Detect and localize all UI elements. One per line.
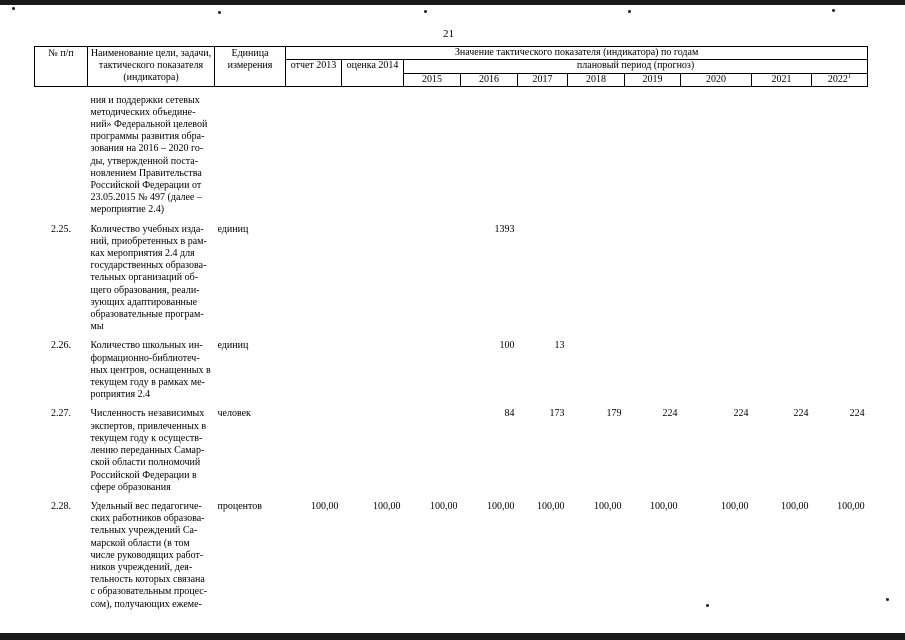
value-cell: 100 xyxy=(499,340,515,352)
value-cell: 100,00 xyxy=(594,500,622,512)
header-name: Наименование цели, задачи, тактического показателя (индикатора) xyxy=(88,47,215,87)
value-cell: 224 xyxy=(849,408,865,420)
value-cell xyxy=(286,224,342,341)
continuation-text: ния и поддержки сетевых методических объедине-ний» Федеральной целевой программы развития обра-зования на 2016 – 2020 го-ды, утвержденной поста-новлением Правительства Российской Федерации от 23.05.2015 № 497 (далее – мероприятие 2.4) xyxy=(90,94,208,216)
row-number: 2.28. xyxy=(51,500,71,512)
value-cell: 100,00 xyxy=(837,500,865,512)
value-cell: 100,00 xyxy=(537,500,565,512)
row-number: 2.27. xyxy=(51,408,71,420)
scan-speck xyxy=(886,598,889,601)
value-cell xyxy=(286,408,342,500)
scan-speck xyxy=(628,10,631,13)
header-year: 2017 xyxy=(518,73,568,86)
scan-speck xyxy=(424,10,427,13)
value-cell: 100,00 xyxy=(430,500,458,512)
value-cell xyxy=(568,224,625,341)
value-cell: 100,00 xyxy=(311,500,339,512)
scan-edge-top xyxy=(0,0,905,5)
header-unit: Единица измерения xyxy=(215,47,286,87)
table-header xyxy=(35,47,868,87)
header-estimate-2014: оценка 2014 xyxy=(342,60,404,87)
unit-cell: единиц xyxy=(217,223,249,235)
value-cell xyxy=(681,340,752,408)
value-cell: 84 xyxy=(504,408,515,420)
header-num: № п/п xyxy=(35,47,88,87)
value-cell: 173 xyxy=(549,408,565,420)
header-year: 2020 xyxy=(681,73,752,86)
value-cell xyxy=(681,224,752,341)
value-cell xyxy=(568,340,625,408)
value-cell: 100,00 xyxy=(650,500,678,512)
scan-edge-bottom xyxy=(0,633,905,640)
scan-speck xyxy=(12,7,15,10)
indicator-name: Численность независимых экспертов, привлеченных в текущем году к осуществ-лению переданных Самар-ской области полномочий Российской Федерации в сфере образования xyxy=(90,408,207,493)
value-cell xyxy=(286,340,342,408)
value-cell xyxy=(404,408,461,500)
header-year: 2016 xyxy=(461,73,518,86)
header-year: 2022$^1$ xyxy=(812,73,868,86)
page-number: 21 xyxy=(443,28,454,40)
header-year: 2015 xyxy=(404,73,461,86)
value-cell: 224 xyxy=(662,408,678,420)
header-year: 2021 xyxy=(752,73,812,86)
indicator-name: Количество школьных ин-формационно-библиотеч-ных центров, оснащенных в текущем году в рамках ме-роприятия 2.4 xyxy=(90,340,211,401)
indicator-table xyxy=(34,46,868,618)
value-cell xyxy=(752,224,812,341)
scan-speck xyxy=(218,11,221,14)
unit-cell: процентов xyxy=(217,500,262,512)
table-row xyxy=(35,408,868,500)
header-year: 2018 xyxy=(568,73,625,86)
value-cell: 100,00 xyxy=(781,500,809,512)
table-row-continuation xyxy=(35,86,868,224)
value-cell xyxy=(342,224,404,341)
header-report-2013: отчет 2013 xyxy=(286,60,342,87)
value-cell xyxy=(518,224,568,341)
table-row xyxy=(35,501,868,618)
value-cell xyxy=(404,224,461,341)
value-cell xyxy=(342,340,404,408)
value-cell: 100,00 xyxy=(487,500,515,512)
value-cell xyxy=(404,340,461,408)
header-values: Значение тактического показателя (индикатора) по годам xyxy=(286,47,868,60)
table-body xyxy=(35,86,868,618)
value-cell: 1393 xyxy=(494,223,515,235)
value-cell xyxy=(625,224,681,341)
table-row xyxy=(35,224,868,341)
value-cell xyxy=(752,340,812,408)
value-cell: 100,00 xyxy=(373,500,401,512)
unit-cell: единиц xyxy=(217,340,249,352)
header-plan-period: плановый период (прогноз) xyxy=(404,60,868,74)
indicator-name: Количество учебных изда-ний, приобретенных в рам-ках мероприятия 2.4 для государственных образова-тельных организаций об-щего образования, реали-зующих адаптированные образовательные програм-мы xyxy=(90,223,207,333)
value-cell: 100,00 xyxy=(721,500,749,512)
value-cell: 13 xyxy=(554,340,565,352)
value-cell xyxy=(342,408,404,500)
value-cell: 224 xyxy=(733,408,749,420)
value-cell xyxy=(812,224,868,341)
value-cell xyxy=(625,340,681,408)
header-year: 2019 xyxy=(625,73,681,86)
unit-cell: человек xyxy=(217,408,251,420)
footnote-mark: 1 xyxy=(847,71,852,80)
value-cell xyxy=(812,340,868,408)
table-row xyxy=(35,340,868,408)
row-number: 2.25. xyxy=(51,223,71,235)
scan-speck xyxy=(832,9,835,12)
value-cell: 224 xyxy=(793,408,809,420)
value-cell: 179 xyxy=(606,408,622,420)
indicator-name: Удельный вес педагогиче-ских работников образова-тельных учреждений Са-марской области (в том числе руководящих работ-ников учреждений, дея-тельность которых связана с образовательным процес-сом), получающих ежеме- xyxy=(90,500,208,610)
row-number: 2.26. xyxy=(51,340,71,352)
